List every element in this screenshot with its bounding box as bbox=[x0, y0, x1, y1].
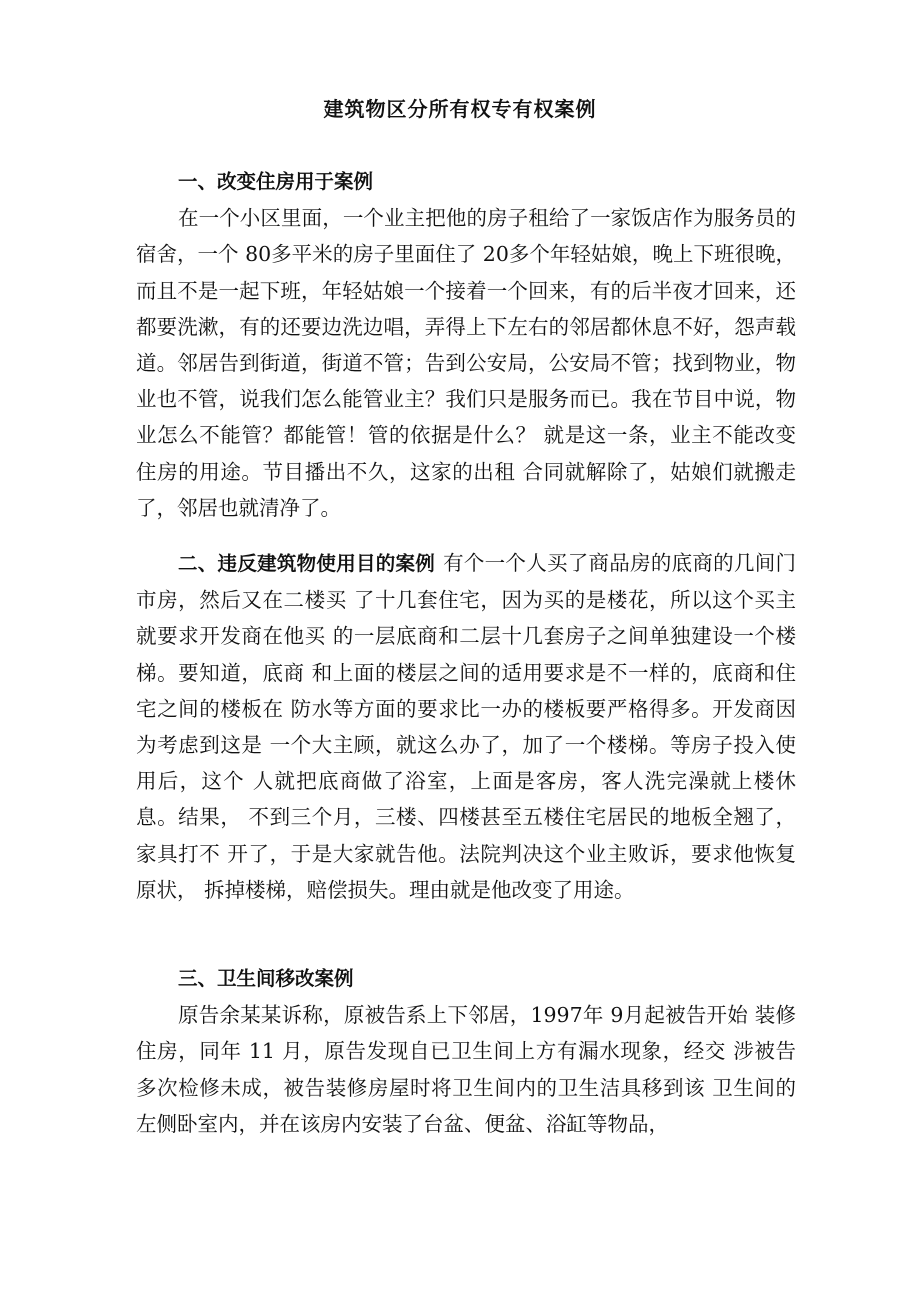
section-3 bbox=[136, 961, 796, 1142]
section-3-heading: 三、卫生间移改案例 bbox=[178, 967, 354, 990]
section-1-heading: 一、改变住房用于案例 bbox=[178, 170, 374, 193]
section-3-body: 原告余某某诉称，原被告系上下邻居，1997年 9月起被告开始 装修住房，同年 11 月，原告发现自已卫生间上方有漏水现象，经交 涉被告多次检修未成，被告装修房屋时将卫生间内的卫生洁具移到该 卫生间的左侧卧室内，并在该房内安装了台盆、便盆、浴缸等物品， bbox=[136, 1003, 796, 1136]
page-title: 建筑物区分所有权专有权案例 bbox=[323, 97, 597, 121]
section-2-heading: 二、违反建筑物使用目的案例 bbox=[178, 552, 436, 575]
section-1-body: 在一个小区里面，一个业主把他的房子租给了一家饭店作为服务员的宿舍，一个 80多平米的房子里面住了 20多个年轻姑娘，晚上下班很晚，而且不是一起下班，年轻姑娘一个接着一个回来，有的后半夜才回来，还都要洗漱，有的还要边洗边唱，弄得上下左右的邻居都休息不好，怨声载道。邻居告到街道，街道不管；告到公安局，公安局不管；找到物业，物业也不管，说我们怎么能管业主？我们只是服务而已。我在节目中说，物业怎么不能管？都能管！管的依据是什么？ 就是这一条，业主不能改变住房的用途。节目播出不久，这家的出租 合同就解除了，姑娘们就搬走了，邻居也就清净了。 bbox=[136, 206, 796, 520]
section-2-body: 有个一个人买了商品房的底商的几间门市房，然后又在二楼买 了十几套住宅，因为买的是楼花，所以这个买主就要求开发商在他买 的一层底商和二层十几套房子之间单独建设一个楼梯。要知道，底商 和上面的楼层之间的适用要求是不一样的，底商和住宅之间的楼板在 防水等方面的要求比一办的楼板要严格得多。开发商因为考虑到这是 一个大主顾，就这么办了，加了一个楼梯。等房子投入使用后，这个 人就把底商做了浴室，上面是客房，客人洗完澡就上楼休息。结果， 不到三个月，三楼、四楼甚至五楼住宅居民的地板全翘了，家具打不 开了，于是大家就告他。法院判决这个业主败诉，要求他恢复原状， 拆掉楼梯，赔偿损失。理由就是他改变了用途。 bbox=[136, 551, 796, 902]
section-2 bbox=[136, 545, 796, 908]
section-1 bbox=[136, 164, 796, 526]
